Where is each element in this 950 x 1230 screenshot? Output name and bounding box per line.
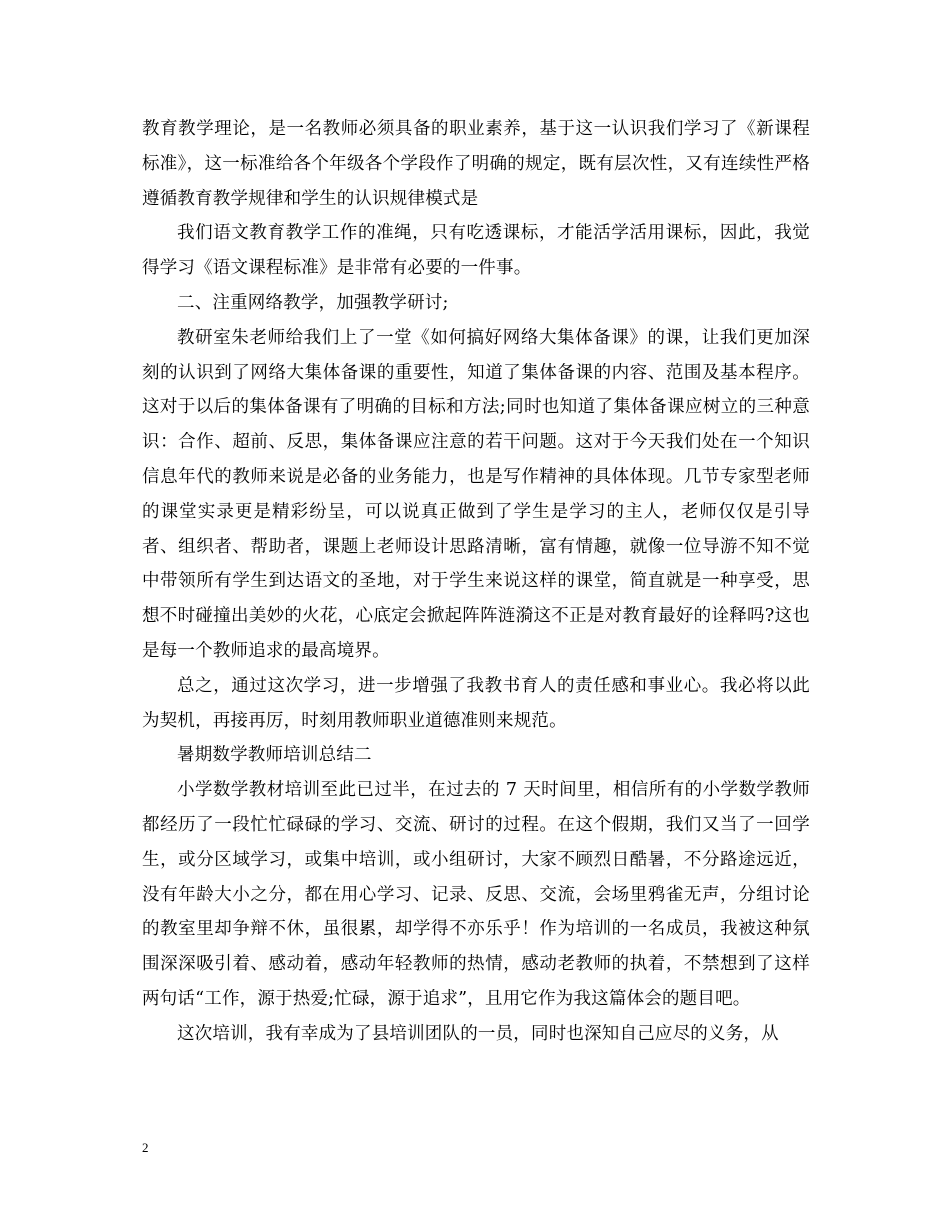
section-heading-network-teaching: 二、注重网络教学，加强教学研讨; xyxy=(177,292,449,313)
paragraph-7: 小学数学教材培训至此已过半，在过去的 7 天时间里，相信所有的小学数学教师都经历了一段忙忙碌碌的学习、交流、研讨的过程。在这个假期，我们又当了一回学生，或分区域学习，或集中培训，或小组研讨，大家不顾烈日酷暑，不分路途远近，没有年龄大小之分，都在用心学习、记录、反思、交流，会场里鸦雀无声，分组讨论的教室里却争辩不休，虽很累，却学得不亦乐乎！作为培训的一名成员，我被这种氛围深深吸引着、感动着，感动年轻教师的热情，感动老教师的执着，不禁想到了这样两句话“工作，源于热爱;忙碌，源于追求”，且用它作为我这篇体会的题目吧。 xyxy=(142,780,810,1009)
paragraph-8: 这次培训，我有幸成为了县培训团队的一员，同时也深知自己应尽的义务，从 xyxy=(177,1023,779,1044)
paragraph-5: 总之，通过这次学习，进一步增强了我教书育人的责任感和事业心。我必将以此为契机，再接再厉，时刻用教师职业道德准则来规范。 xyxy=(142,675,810,731)
page-number: 2 xyxy=(142,1140,149,1155)
paragraph-2: 我们语文教育教学工作的准绳，只有吃透课标，才能活学活用课标，因此，我觉得学习《语文课程标准》是非常有必要的一件事。 xyxy=(142,223,810,279)
paragraph-4: 教研室朱老师给我们上了一堂《如何搞好网络大集体备课》的课，让我们更加深刻的认识到了网络大集体备课的重要性，知道了集体备课的内容、范围及基本程序。这对于以后的集体备课有了明确的目标和方法;同时也知道了集体备课应树立的三种意识：合作、超前、反思，集体备课应注意的若干问题。这对于今天我们处在一个知识信息年代的教师来说是必备的业务能力，也是写作精神的具体体现。几节专家型老师的课堂实录更是精彩纷呈，可以说真正做到了学生是学习的主人，老师仅仅是引导者、组织者、帮助者，课题上老师设计思路清晰，富有情趣，就像一位导游不知不觉中带领所有学生到达语文的圣地，对于学生来说这样的课堂，简直就是一种享受，思想不时碰撞出美妙的火花，心底定会掀起阵阵涟漪这不正是对教育最好的诠释吗?这也是每一个教师追求的最高境界。 xyxy=(142,327,810,661)
paragraph-1: 教育教学理论，是一名教师必须具备的职业素养，基于这一认识我们学习了《新课程标准》，这一标准给各个年级各个学段作了明确的规定，既有层次性，又有连续性严格遵循教育教学规律和学生的认识规律模式是 xyxy=(142,119,810,209)
section-heading-summary-two: 暑期数学教师培训总结二 xyxy=(177,745,372,766)
document-body xyxy=(142,112,810,1052)
